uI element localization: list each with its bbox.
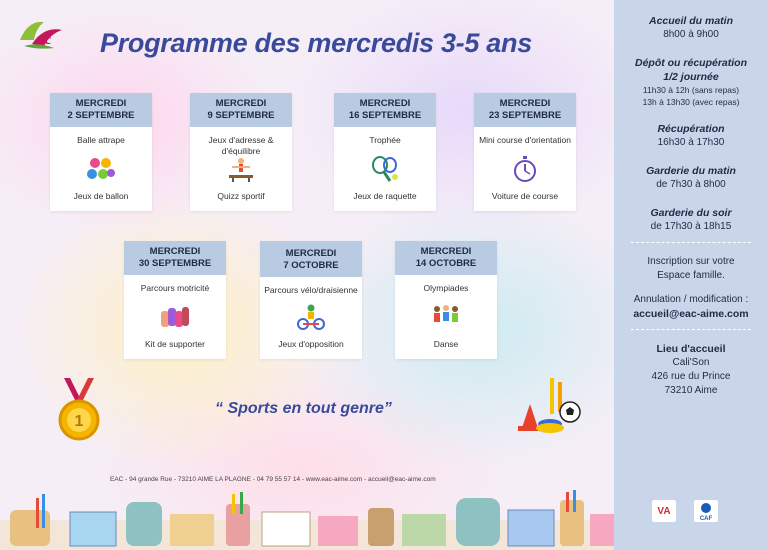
eac-logo <box>14 14 66 54</box>
card-day: MERCREDI <box>359 98 411 109</box>
card-activity-b: Voiture de course <box>491 191 559 201</box>
accueil-matin <box>614 14 768 42</box>
sports-equipment-icon <box>516 376 582 438</box>
recuperation-heading: Récupération <box>657 123 725 135</box>
card-activity-b: Quizz sportif <box>217 191 265 201</box>
divider <box>631 242 751 243</box>
card-date: 30 SEPTEMBRE <box>138 258 212 269</box>
lieu-accueil <box>614 342 768 398</box>
partner-va-text: VA <box>657 506 671 517</box>
card-day: MERCREDI <box>149 246 201 257</box>
card-date: 23 SEPTEMBRE <box>488 110 562 121</box>
lieu-city: 73210 Aime <box>664 385 718 396</box>
medal-number: 1 <box>74 413 84 430</box>
card-9-septembre <box>190 93 292 211</box>
card-header <box>50 93 152 127</box>
depot-recuperation <box>614 56 768 108</box>
depot-time-1: 11h30 à 12h (sans repas) <box>642 85 740 95</box>
footer-contact: EAC - 94 grande Rue - 73210 AIME LA PLAGNE - 04 79 55 57 14 - www.eac-aime.com - accueil@eac-aime.com <box>110 476 436 483</box>
card-14-octobre <box>395 241 497 359</box>
balance-beam-icon <box>226 155 256 183</box>
depot-time-2: 13h à 13h30 (avec repas) <box>642 97 740 107</box>
annulation-label: Annulation / modification : <box>633 294 749 305</box>
inscription-line-2: Espace famille. <box>657 270 725 281</box>
accueil-time: 8h00 à 9h00 <box>663 29 719 40</box>
lieu-name: Cali'Son <box>672 357 710 368</box>
partner-caf-text: CAF <box>699 516 713 522</box>
lieu-heading: Lieu d'accueil <box>656 343 726 355</box>
divider <box>631 329 751 330</box>
annulation <box>614 293 768 321</box>
recuperation <box>614 122 768 150</box>
garderie-matin-heading: Garderie du matin <box>646 165 736 177</box>
card-header <box>124 241 226 275</box>
card-date: 16 SEPTEMBRE <box>348 110 422 121</box>
school-supplies-illustration <box>0 490 614 550</box>
card-date: 2 SEPTEMBRE <box>67 110 135 121</box>
card-activity-a: Olympiades <box>423 283 469 293</box>
garderie-soir-heading: Garderie du soir <box>650 207 732 219</box>
card-day: MERCREDI <box>75 98 127 109</box>
bike-icon <box>296 303 326 331</box>
card-day: MERCREDI <box>215 98 267 109</box>
garderie-soir-time: de 17h30 à 18h15 <box>650 221 732 232</box>
card-activity-a: Jeux d'adresse & d'équilibre <box>208 135 274 156</box>
card-date: 7 OCTOBRE <box>283 260 339 271</box>
card-header <box>334 93 436 127</box>
card-23-septembre <box>474 93 576 211</box>
depot-heading: Dépôt ou récupération <box>634 57 747 69</box>
card-day: MERCREDI <box>285 248 337 259</box>
card-activity-a: Parcours motricité <box>140 283 210 293</box>
balls-icon <box>86 155 116 183</box>
lieu-street: 426 rue du Prince <box>651 371 731 382</box>
card-activity-b: Jeux d'opposition <box>278 339 344 349</box>
partner-logo-va <box>652 500 676 522</box>
slogan: “ Sports en tout genre” <box>215 400 392 417</box>
card-activity-a: Trophée <box>369 135 401 145</box>
garderie-matin <box>614 164 768 192</box>
card-header <box>260 241 362 277</box>
card-30-septembre <box>124 241 226 359</box>
garderie-soir <box>614 206 768 234</box>
inscription <box>614 255 768 283</box>
card-date: 9 SEPTEMBRE <box>207 110 275 121</box>
card-2-septembre <box>50 93 152 211</box>
depot-subheading: 1/2 journée <box>663 71 719 83</box>
foam-hands-icon <box>150 303 200 331</box>
gold-medal-icon <box>56 378 102 442</box>
info-sidebar <box>614 0 768 550</box>
card-activity-a: Balle attrape <box>77 135 125 145</box>
card-activity-b: Jeux de ballon <box>73 191 129 201</box>
inscription-line-1: Inscription sur votre <box>647 256 735 267</box>
card-activity-b: Jeux de raquette <box>353 191 417 201</box>
card-16-septembre <box>334 93 436 211</box>
page-title: Programme des mercredis 3-5 ans <box>100 28 532 58</box>
card-day: MERCREDI <box>499 98 551 109</box>
stopwatch-icon <box>510 155 540 183</box>
card-activity-b: Danse <box>433 339 459 349</box>
card-header <box>190 93 292 127</box>
garderie-matin-time: de 7h30 à 8h00 <box>656 179 726 190</box>
card-date: 14 OCTOBRE <box>415 258 477 269</box>
card-day: MERCREDI <box>420 246 472 257</box>
svg-text:ac: ac <box>36 31 52 48</box>
card-7-octobre <box>260 241 362 359</box>
racket-icon <box>370 155 400 183</box>
partner-logo-caf <box>694 500 718 522</box>
card-activity-a: Parcours vélo/draisienne <box>264 285 358 295</box>
accueil-heading: Accueil du matin <box>648 15 733 27</box>
card-header <box>395 241 497 275</box>
card-activity-a: Mini course d'orientation <box>479 135 571 145</box>
contact-email[interactable]: accueil@eac-aime.com <box>633 308 749 320</box>
recuperation-time: 16h30 à 17h30 <box>657 137 725 148</box>
kids-running-icon <box>421 303 471 331</box>
card-activity-b: Kit de supporter <box>144 339 205 349</box>
card-header <box>474 93 576 127</box>
